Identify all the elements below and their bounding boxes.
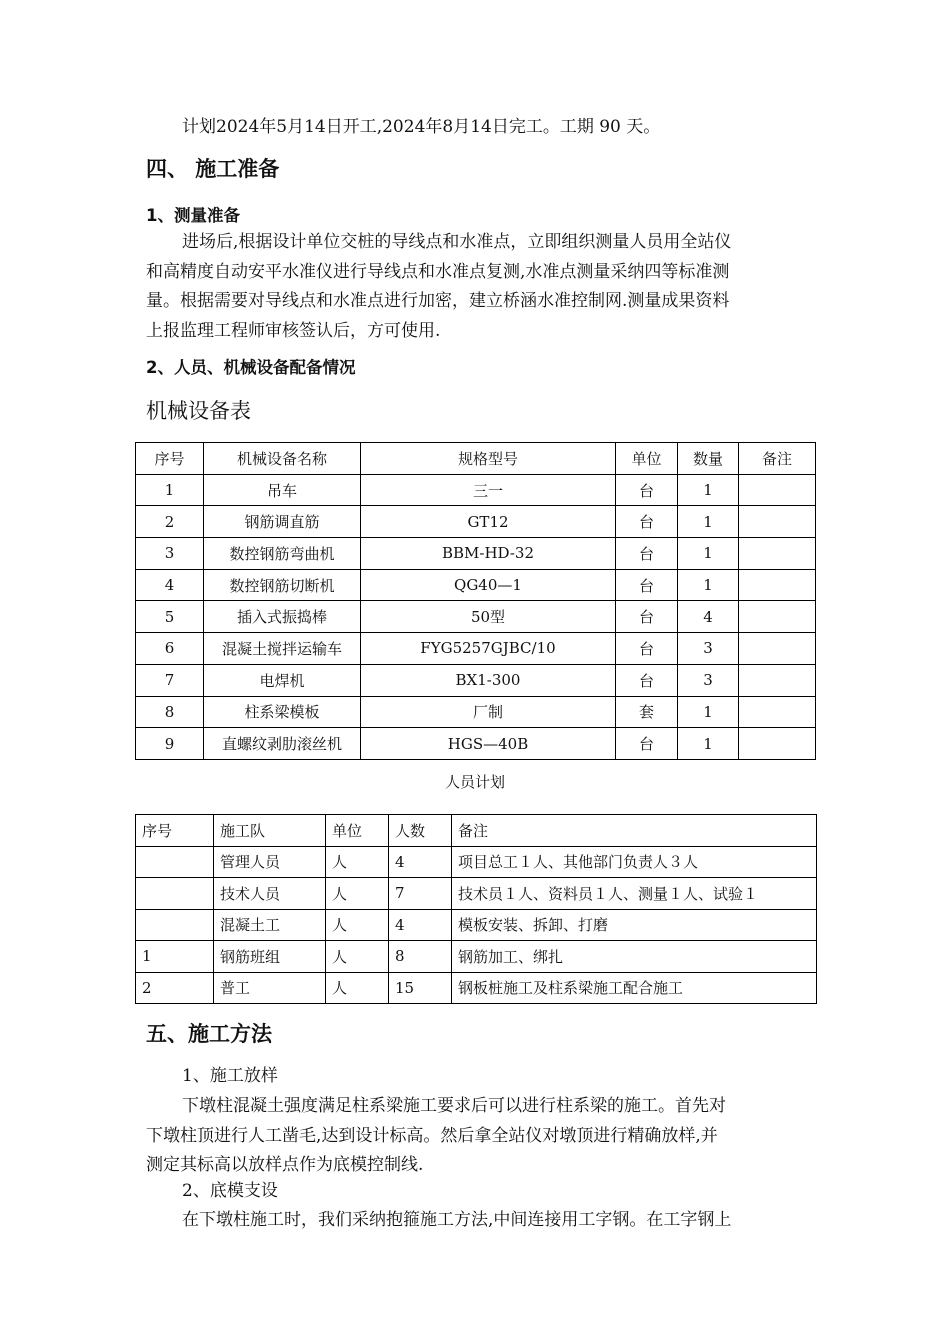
staking-out-paragraph xyxy=(146,1092,816,1181)
table-cell: 1 xyxy=(678,696,739,728)
survey-prep-paragraph xyxy=(146,228,816,346)
paragraph-line: 测定其标高以放样点作为底模控制线. xyxy=(146,1155,424,1175)
table-cell: 项目总工１人、其他部门负责人３人 xyxy=(452,846,817,878)
table-cell: 1 xyxy=(678,569,739,601)
table-cell: 台 xyxy=(616,538,678,570)
header-cell: 数量 xyxy=(678,443,739,475)
table-cell: 4 xyxy=(389,846,452,878)
table-cell: 台 xyxy=(616,728,678,760)
paragraph-line: 下墩柱混凝土强度满足柱系梁施工要求后可以进行柱系梁的施工。首先对 xyxy=(182,1096,726,1116)
table-cell: FYG5257GJBC/10 xyxy=(361,633,616,665)
table-cell: 7 xyxy=(389,878,452,910)
table-cell: 数控钢筋弯曲机 xyxy=(204,538,361,570)
header-cell: 备注 xyxy=(739,443,816,475)
table-cell: 9 xyxy=(136,728,204,760)
paragraph-line: 和高精度自动安平水准仪进行导线点和水准点复测,水准点测量采纳四等标准测 xyxy=(146,261,730,282)
table-cell: 台 xyxy=(616,474,678,506)
table-cell: 技术员１人、资料员１人、测量１人、试验１ xyxy=(452,878,817,910)
table-row xyxy=(136,506,816,538)
table-cell xyxy=(739,474,816,506)
table-cell: 人 xyxy=(326,972,389,1004)
header-cell: 序号 xyxy=(136,815,214,847)
staking-out-heading: 1、施工放样 xyxy=(182,1066,278,1086)
header-cell: 机械设备名称 xyxy=(204,443,361,475)
bottom-formwork-heading: 2、底模支设 xyxy=(182,1181,278,1201)
table-row xyxy=(136,474,816,506)
schedule-paragraph: 计划2024年5月14日开工,2024年8月14日完工。工期 90 天。 xyxy=(182,117,661,137)
table-cell: QG40—1 xyxy=(361,569,616,601)
header-cell: 备注 xyxy=(452,815,817,847)
table-cell: 3 xyxy=(678,633,739,665)
table-row xyxy=(136,728,816,760)
staffing-equipment-heading: 2、人员、机械设备配备情况 xyxy=(146,358,356,377)
table-cell: 三一 xyxy=(361,474,616,506)
paragraph-line: 下墩柱顶进行人工凿毛,达到设计标高。然后拿全站仪对墩顶进行精确放样,并 xyxy=(146,1125,718,1146)
table-cell: 3 xyxy=(678,664,739,696)
table-cell: 15 xyxy=(389,972,452,1004)
table-cell: 4 xyxy=(678,601,739,633)
table-cell: 3 xyxy=(136,538,204,570)
table-header-row xyxy=(136,815,817,847)
header-cell: 单位 xyxy=(326,815,389,847)
table-cell: 1 xyxy=(136,941,214,973)
table-cell: 7 xyxy=(136,664,204,696)
table-cell: 技术人员 xyxy=(214,878,326,910)
paragraph-line: 上报监理工程师审核签认后，方可使用. xyxy=(146,320,441,341)
table-cell xyxy=(739,633,816,665)
header-cell: 单位 xyxy=(616,443,678,475)
table-cell: 人 xyxy=(326,878,389,910)
table-cell: 插入式振捣棒 xyxy=(204,601,361,633)
table-cell: 模板安装、拆卸、打磨 xyxy=(452,909,817,941)
table-cell xyxy=(739,696,816,728)
table-cell xyxy=(739,538,816,570)
table-cell: 厂制 xyxy=(361,696,616,728)
table-cell: HGS—40B xyxy=(361,728,616,760)
table-cell: 钢筋班组 xyxy=(214,941,326,973)
table-cell: 1 xyxy=(678,506,739,538)
header-cell: 施工队 xyxy=(214,815,326,847)
table-row xyxy=(136,696,816,728)
table-cell: 4 xyxy=(136,569,204,601)
table-cell: 普工 xyxy=(214,972,326,1004)
paragraph-line: 量。根据需要对导线点和水准点进行加密，建立桥涵水准控制网.测量成果资料 xyxy=(146,291,730,311)
table-cell: 1 xyxy=(678,538,739,570)
table-cell: 1 xyxy=(136,474,204,506)
table-row xyxy=(136,569,816,601)
table-row xyxy=(136,878,817,910)
table-cell: 直螺纹剥肋滚丝机 xyxy=(204,728,361,760)
table-cell: 台 xyxy=(616,569,678,601)
table-row xyxy=(136,941,817,973)
section-4-heading: 四、 施工准备 xyxy=(146,157,280,181)
table-cell: 钢筋加工、绑扎 xyxy=(452,941,817,973)
section-5-heading: 五、施工方法 xyxy=(146,1022,272,1046)
table-cell: 8 xyxy=(136,696,204,728)
table-cell: 套 xyxy=(616,696,678,728)
table-cell xyxy=(739,506,816,538)
staff-plan-table xyxy=(135,814,817,1004)
header-cell: 规格型号 xyxy=(361,443,616,475)
table-cell: 台 xyxy=(616,633,678,665)
table-cell: 台 xyxy=(616,506,678,538)
table-row xyxy=(136,972,817,1004)
equipment-table xyxy=(135,442,816,760)
paragraph-line: 进场后,根据设计单位交桩的导线点和水准点，立即组织测量人员用全站仪 xyxy=(182,232,732,252)
table-cell: 吊车 xyxy=(204,474,361,506)
table-cell: 人 xyxy=(326,909,389,941)
table-cell: 钢板桩施工及柱系梁施工配合施工 xyxy=(452,972,817,1004)
table-cell: 钢筋调直筋 xyxy=(204,506,361,538)
table-row xyxy=(136,664,816,696)
table-cell: 2 xyxy=(136,506,204,538)
table-row xyxy=(136,846,817,878)
table-header-row xyxy=(136,443,816,475)
table-cell: 1 xyxy=(678,728,739,760)
table-cell xyxy=(739,728,816,760)
table-cell xyxy=(739,569,816,601)
table-cell: 数控钢筋切断机 xyxy=(204,569,361,601)
bottom-formwork-paragraph xyxy=(146,1206,816,1236)
table-cell: 8 xyxy=(389,941,452,973)
header-cell: 人数 xyxy=(389,815,452,847)
table-cell: 柱系梁模板 xyxy=(204,696,361,728)
header-cell: 序号 xyxy=(136,443,204,475)
table-row xyxy=(136,909,817,941)
staff-table-caption: 人员计划 xyxy=(444,773,505,791)
table-cell: 电焊机 xyxy=(204,664,361,696)
table-cell: 1 xyxy=(678,474,739,506)
table-row xyxy=(136,633,816,665)
table-cell: 2 xyxy=(136,972,214,1004)
table-cell xyxy=(136,878,214,910)
table-cell: 混凝土搅拌运输车 xyxy=(204,633,361,665)
table-cell: 人 xyxy=(326,846,389,878)
survey-prep-heading: 1、测量准备 xyxy=(146,206,240,225)
table-cell xyxy=(739,601,816,633)
table-cell: 台 xyxy=(616,664,678,696)
table-row xyxy=(136,601,816,633)
table-cell: BX1-300 xyxy=(361,664,616,696)
table-cell xyxy=(739,664,816,696)
table-cell: 台 xyxy=(616,601,678,633)
table-cell: GT12 xyxy=(361,506,616,538)
table-cell: 50型 xyxy=(361,601,616,633)
table-cell: 5 xyxy=(136,601,204,633)
equipment-table-caption: 机械设备表 xyxy=(146,399,251,423)
paragraph-line: 在下墩柱施工时，我们采纳抱箍施工方法,中间连接用工字钢。在工字钢上 xyxy=(182,1210,732,1230)
table-cell: 6 xyxy=(136,633,204,665)
table-cell: 管理人员 xyxy=(214,846,326,878)
table-cell xyxy=(136,846,214,878)
table-cell: 混凝土工 xyxy=(214,909,326,941)
table-cell: BBM-HD-32 xyxy=(361,538,616,570)
table-cell: 4 xyxy=(389,909,452,941)
table-cell: 人 xyxy=(326,941,389,973)
table-cell xyxy=(136,909,214,941)
table-row xyxy=(136,538,816,570)
